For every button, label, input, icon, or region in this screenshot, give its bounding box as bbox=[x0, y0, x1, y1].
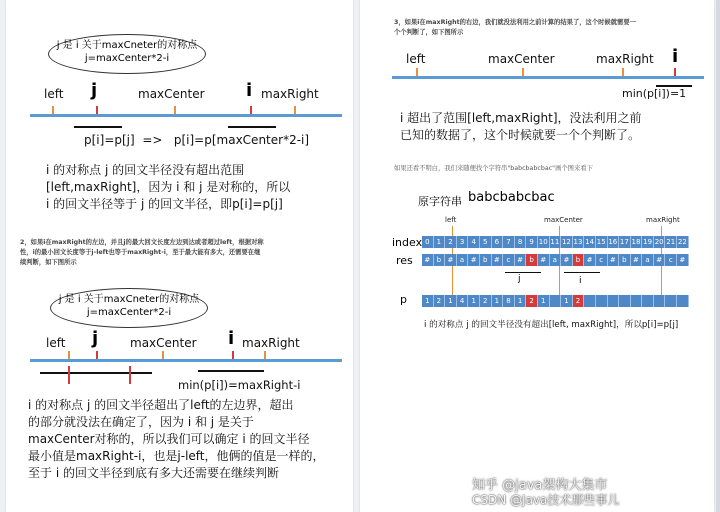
label-maxright-2: maxRight bbox=[242, 336, 300, 350]
res-cell: # bbox=[584, 254, 596, 266]
p-cell bbox=[596, 295, 608, 307]
explanation-1 bbox=[46, 162, 346, 213]
p-cell: 1 bbox=[515, 295, 527, 307]
number-line-2 bbox=[30, 359, 342, 362]
index-cell: 7 bbox=[503, 236, 515, 248]
p-cell: 4 bbox=[457, 295, 469, 307]
case-3-text bbox=[394, 18, 710, 38]
label-maxright-3: maxRight bbox=[596, 52, 654, 66]
index-cell: 2 bbox=[445, 236, 457, 248]
index-cell: 1 bbox=[434, 236, 446, 248]
p-cell bbox=[619, 295, 631, 307]
explanation-1-line: [left,maxRight]，因为 i 和 j 是对称的，所以 bbox=[46, 180, 291, 194]
p-cell bbox=[677, 295, 689, 307]
label-maxcenter-2: maxCenter bbox=[130, 336, 197, 350]
p-cell: 2 bbox=[526, 295, 538, 307]
label-i-2: i bbox=[228, 328, 235, 349]
case-2-text bbox=[20, 238, 350, 268]
res-cell: b bbox=[526, 254, 538, 266]
label-maxright: maxRight bbox=[261, 87, 319, 101]
res-cell: # bbox=[677, 254, 689, 266]
tick-i-2 bbox=[232, 351, 234, 359]
explanation-2-line: i 的对称点 j 的回文半径超出了left的左边界，超出 bbox=[28, 398, 294, 412]
index-row bbox=[422, 236, 689, 248]
res-cell: a bbox=[550, 254, 562, 266]
case-3-line: 3，如果i在maxRight的右边，我们就没法利用之前计算的结果了，这个时候就需要一 bbox=[394, 19, 636, 26]
index-cell: 8 bbox=[515, 236, 527, 248]
case-2-line: 续判断，如下图所示 bbox=[20, 259, 77, 266]
p-cell: 1 bbox=[561, 295, 573, 307]
index-cell: 4 bbox=[468, 236, 480, 248]
res-cell: c bbox=[503, 254, 515, 266]
marker-maxcenter: maxCenter bbox=[544, 216, 583, 224]
underline-res-i bbox=[564, 272, 600, 273]
p-row-label: p bbox=[400, 293, 407, 306]
p-cell: 1 bbox=[468, 295, 480, 307]
index-cell: 0 bbox=[422, 236, 434, 248]
case-3-line: 个个判断了，如下图所示 bbox=[394, 29, 464, 36]
res-cell: b bbox=[434, 254, 446, 266]
tick-left bbox=[52, 106, 54, 114]
formula-2: min(p[i])=maxRight-i bbox=[178, 378, 301, 392]
tick-left-2 bbox=[68, 351, 70, 359]
bubble-line-1: j 是 i 关于maxCneter的对称点 bbox=[56, 40, 198, 51]
formula-3: min(p[i])=1 bbox=[622, 87, 687, 100]
bubble-2-line-2: j=maxCenter*2-i bbox=[86, 307, 172, 318]
underline-i-2 bbox=[198, 370, 264, 372]
res-cell: c bbox=[665, 254, 677, 266]
underline-j-2 bbox=[40, 372, 152, 374]
number-line bbox=[30, 114, 342, 117]
p-cell: 2 bbox=[434, 295, 446, 307]
right-document-page bbox=[360, 0, 714, 512]
underline-res-j bbox=[505, 272, 541, 273]
index-cell: 22 bbox=[677, 238, 687, 246]
res-cell: # bbox=[608, 254, 620, 266]
index-row-label: index bbox=[392, 236, 423, 249]
label-j-2: j bbox=[92, 328, 99, 349]
p-row bbox=[422, 295, 689, 307]
p-cell: 1 bbox=[445, 295, 457, 307]
p-cell bbox=[608, 295, 620, 307]
index-cell: 15 bbox=[596, 238, 606, 246]
csdn-watermark: CSDN @Java技术那些事儿 bbox=[472, 493, 620, 507]
p-cell: 1 bbox=[422, 295, 434, 307]
tick-left-3 bbox=[416, 68, 418, 76]
tick-i-3 bbox=[674, 68, 676, 76]
tick-maxright-2 bbox=[264, 351, 266, 359]
res-j-label: j bbox=[518, 274, 521, 284]
label-i-3: i bbox=[672, 46, 679, 67]
index-cell: 20 bbox=[654, 238, 664, 246]
index-cell: 3 bbox=[457, 236, 469, 248]
res-cell: a bbox=[457, 254, 469, 266]
tick-j-2 bbox=[96, 351, 98, 359]
left-document-page bbox=[6, 0, 353, 512]
explanation-3-line: 已知的数据了，这个时候就要一个个判断了。 bbox=[400, 128, 641, 142]
index-cell: 17 bbox=[619, 238, 629, 246]
res-cell: b bbox=[480, 254, 492, 266]
index-cell: 11 bbox=[550, 238, 560, 246]
res-cell: b bbox=[619, 254, 631, 266]
explanation-2-line: 至于 i 的回文半径到底有多大还需要在继续判断 bbox=[28, 466, 279, 480]
index-cell: 6 bbox=[492, 236, 504, 248]
label-j: j bbox=[91, 80, 98, 101]
example-caption: i 的对称点 j 的回文半径没有超出[left, maxRight]，所以p[i]=p[j] bbox=[424, 320, 679, 330]
explanation-1-line: i 的回文半径等于 j 的回文半径，即p[i]=p[j] bbox=[46, 197, 283, 211]
label-maxcenter-3: maxCenter bbox=[488, 52, 555, 66]
explanation-2-line: 最小值是maxRight-i，也是j-left，他俩的值是一样的， bbox=[28, 449, 325, 463]
tick-maxcenter-3 bbox=[522, 68, 524, 76]
label-left-3: left bbox=[406, 52, 426, 66]
label-left-2: left bbox=[46, 336, 66, 350]
explanation-1-line: i 的对称点 j 的回文半径没有超出范围 bbox=[46, 163, 245, 177]
res-cell: # bbox=[515, 254, 527, 266]
index-cell: 16 bbox=[608, 238, 618, 246]
explanation-2-line: 的部分就没法在确定了，因为 i 和 j 是关于 bbox=[28, 415, 254, 429]
res-i-label: i bbox=[579, 276, 582, 286]
res-cell: # bbox=[422, 254, 434, 266]
index-cell: 19 bbox=[643, 238, 653, 246]
p-cell bbox=[654, 295, 666, 307]
res-row bbox=[422, 254, 689, 266]
res-cell: # bbox=[445, 254, 457, 266]
case-2-line: 2，如果i在maxRight的左边，并且j的最大回文长度左边到达或者超过left，根据对称 bbox=[20, 239, 264, 246]
scrollbar[interactable] bbox=[716, 0, 720, 512]
formula-1: p[i]=p[j] => p[i]=p[maxCenter*2-i] bbox=[84, 133, 310, 147]
left-bound-marker bbox=[68, 366, 70, 384]
marker-maxright: maxRight bbox=[646, 216, 680, 224]
p-cell: 2 bbox=[480, 295, 492, 307]
index-cell: 13 bbox=[573, 238, 583, 246]
example-intro: 如果还看不明白，我们来随便找个字符串"babcbabcbac"画个图来看下 bbox=[394, 165, 593, 172]
original-string-value: babcbabcbac bbox=[468, 190, 555, 205]
index-cell: 12 bbox=[561, 238, 571, 246]
case-2-line: 性，i的最小回文长度等于j-left也等于maxRight-i，至于最大能有多大，还需要在继 bbox=[20, 249, 261, 256]
number-line-3 bbox=[392, 76, 704, 79]
index-cell: 9 bbox=[526, 236, 538, 248]
left-bound-marker-2 bbox=[129, 366, 131, 384]
res-cell: # bbox=[654, 254, 666, 266]
index-cell: 5 bbox=[480, 236, 492, 248]
p-cell bbox=[584, 295, 596, 307]
index-cell: 18 bbox=[631, 238, 641, 246]
underline-i bbox=[228, 126, 276, 128]
marker-left: left bbox=[445, 216, 457, 224]
index-cell: 14 bbox=[585, 238, 595, 246]
zhihu-watermark: 知乎 @java架构大集市 bbox=[472, 478, 608, 493]
p-cell: 2 bbox=[573, 295, 585, 307]
underline-j bbox=[74, 126, 122, 128]
p-cell bbox=[642, 295, 654, 307]
index-cell: 21 bbox=[666, 238, 676, 246]
explanation-3-line: i 超出了范围[left,maxRight]，没法利用之前 bbox=[400, 111, 642, 125]
res-cell: # bbox=[538, 254, 550, 266]
tick-maxright-3 bbox=[622, 68, 624, 76]
original-string-label: 原字符串 bbox=[418, 195, 462, 208]
res-cell: a bbox=[642, 254, 654, 266]
p-cell: 1 bbox=[492, 295, 504, 307]
tick-j bbox=[96, 106, 98, 114]
res-row-label: res bbox=[396, 254, 413, 267]
p-cell bbox=[665, 295, 677, 307]
p-cell bbox=[550, 295, 562, 307]
p-cell: 8 bbox=[503, 295, 515, 307]
symmetric-point-bubble bbox=[48, 34, 206, 74]
explanation-2-line: maxCenter对称的，所以我们可以确定 i 的回文半径 bbox=[28, 432, 310, 446]
p-cell bbox=[631, 295, 643, 307]
res-cell: b bbox=[573, 254, 585, 266]
label-left: left bbox=[44, 87, 64, 101]
explanation-3 bbox=[400, 110, 700, 144]
res-cell: # bbox=[468, 254, 480, 266]
index-cell: 10 bbox=[538, 238, 548, 246]
p-cell: 1 bbox=[538, 295, 550, 307]
tick-maxright bbox=[294, 106, 296, 114]
explanation-2 bbox=[28, 397, 348, 482]
res-cell: c bbox=[596, 254, 608, 266]
res-cell: # bbox=[492, 254, 504, 266]
symmetric-point-bubble-2 bbox=[50, 288, 208, 328]
res-cell: # bbox=[561, 254, 573, 266]
label-i: i bbox=[246, 80, 253, 101]
bubble-line-2: j=maxCenter*2-i bbox=[84, 53, 170, 64]
tick-maxcenter-2 bbox=[162, 351, 164, 359]
tick-i bbox=[250, 106, 252, 114]
res-cell: # bbox=[631, 254, 643, 266]
label-maxcenter: maxCenter bbox=[138, 87, 205, 101]
bubble-2-line-1: j 是 i 关于maxCneter的对称点 bbox=[58, 294, 200, 305]
tick-maxcenter bbox=[174, 106, 176, 114]
